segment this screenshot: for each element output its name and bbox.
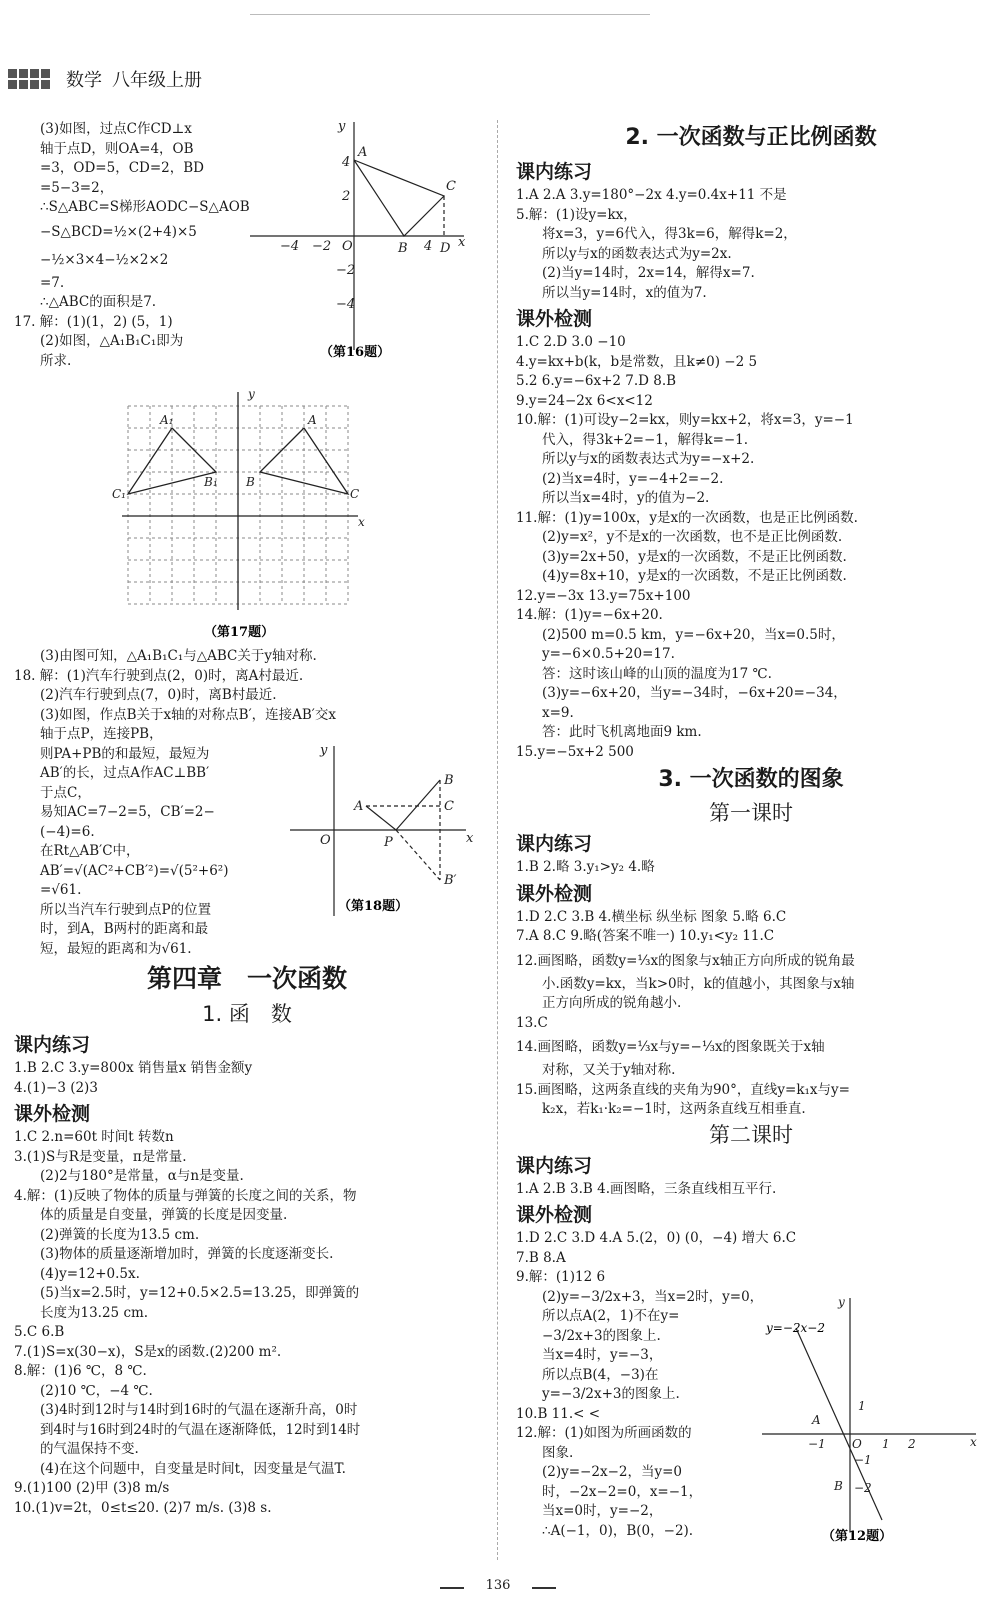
line-label: y=−2x−2 — [766, 1321, 825, 1335]
answer-line: 答：这时该山峰的山顶的温度为17 ℃. — [542, 665, 772, 682]
answer-line: 7.(1)S=x(30−x)，S是x的函数.(2)200 m². — [14, 1343, 282, 1360]
q17-line: 所求. — [40, 352, 72, 369]
svg-text:B: B — [246, 475, 255, 489]
answer-line: (2)10 ℃，−4 ℃. — [40, 1382, 153, 1399]
figure-12 — [762, 1292, 986, 1542]
lesson-title: 第一课时 — [709, 801, 793, 825]
svg-text:P: P — [384, 835, 393, 850]
answer-line: 12.y=−3x 13.y=75x+100 — [516, 587, 691, 604]
svg-text:O: O — [852, 1437, 862, 1451]
answer-line: 12.画图略，函数y=⅓x的图象与x轴正方向所成的锐角最 — [516, 952, 855, 969]
q17-line: 17. 解：(1)(1，2) (5，1) — [14, 313, 173, 330]
q18-line: =√61. — [40, 882, 82, 898]
text-line: (3)如图，过点C作CD⊥x — [40, 121, 192, 137]
text-line: 轴于点D，则OA=4，OB — [40, 140, 194, 157]
svg-text:B₁: B₁ — [204, 475, 218, 489]
answer-line: 9.解：(1)12 6 — [516, 1269, 606, 1285]
answer-line: 当x=4时，y=−3， — [542, 1347, 663, 1363]
svg-text:A: A — [354, 799, 364, 814]
answer-line: 15.y=−5x+2 500 — [516, 743, 634, 760]
answer-line: k₂x，若k₁·k₂=−1时，这两条直线互相垂直. — [542, 1101, 806, 1117]
answer-line: 1.D 2.C 3.D 4.A 5.(2，0) (0，−4) 增大 6.C — [516, 1230, 797, 1246]
answer-line: 5.2 6.y=−6x+2 7.D 8.B — [516, 373, 677, 389]
svg-text:B: B — [398, 241, 408, 256]
svg-text:−2: −2 — [312, 239, 332, 254]
answer-line: 5.解：(1)设y=kx， — [516, 206, 637, 223]
q18-line: 时，到A，B两村的距离和最 — [40, 921, 209, 937]
answer-line: (2)当y=14时，2x=14，解得x=7. — [542, 265, 755, 281]
answer-line: 4.y=kx+b(k，b是常数，且k≠0) −2 5 — [516, 353, 758, 370]
figure-16 — [250, 118, 470, 358]
answer-line: 所以当y=14时，x的值为7. — [542, 284, 707, 301]
q18-line: AB′的长，过点A作AC⊥BB′ — [40, 765, 210, 781]
answer-line: 1.C 2.D 3.0 −10 — [516, 334, 626, 350]
section-heading: 课外检测 — [516, 308, 593, 330]
answer-line: 4.(1)−3 (2)3 — [14, 1079, 98, 1096]
q18-line: 则PA+PB的和最短，最短为 — [40, 745, 210, 762]
text-line: −½×3×4−½×2×2 — [40, 251, 169, 268]
answer-line: 所以当x=4时，y的值为−2. — [542, 490, 710, 506]
svg-text:C: C — [444, 799, 454, 814]
answer-line: (2)y=−3/2x+3，当x=2时，y=0， — [542, 1288, 764, 1305]
answer-line: 10.(1)v=2t，0≤t≤20. (2)7 m/s. (3)8 s. — [14, 1499, 272, 1516]
svg-text:D: D — [440, 241, 451, 256]
section-heading: 课外检测 — [14, 1103, 91, 1125]
answer-line: 1.C 2.n=60t 时间t 转数n — [14, 1129, 174, 1145]
answer-line: 3.(1)S与R是变量，π是常量. — [14, 1148, 187, 1165]
header-subject: 数学 — [66, 70, 102, 91]
answer-line: 所以y与x的函数表达式为y=−x+2. — [542, 451, 755, 467]
page-number: 136 — [462, 1578, 534, 1593]
svg-text:C: C — [350, 487, 360, 501]
svg-text:A: A — [358, 145, 368, 160]
answer-line: 9.(1)100 (2)甲 (3)8 m/s — [14, 1480, 170, 1496]
svg-text:x: x — [358, 515, 365, 529]
column-divider — [497, 120, 498, 1560]
answer-line: 1.A 2.B 3.B 4.画图略，三条直线相互平行. — [516, 1180, 777, 1197]
answer-line: 12.解：(1)如图为所画函数的 — [516, 1425, 692, 1441]
answer-line: 答：此时飞机离地面9 km. — [542, 724, 702, 740]
answer-line: 将x=3，y=6代入，得3k=6，解得k=2， — [542, 226, 797, 242]
section-heading: 课内练习 — [516, 833, 593, 855]
answer-line: (2)弹簧的长度为13.5 cm. — [40, 1226, 200, 1243]
answer-line: 长度为13.25 cm. — [40, 1304, 149, 1321]
answer-line: y=−3/2x+3的图象上. — [542, 1386, 680, 1402]
caption-18: （第18题） — [338, 899, 409, 914]
svg-text:y: y — [248, 387, 255, 401]
q17-part3: (3)由图可知，△A₁B₁C₁与△ABC关于y轴对称. — [40, 648, 317, 664]
header-grade: 八年级上册 — [112, 70, 202, 91]
q18-line: 在Rt△AB′C中， — [40, 843, 140, 859]
answer-line: (2)y=x²，y不是x的一次函数，也不是正比例函数. — [542, 529, 843, 545]
text-line: =3，OD=5，CD=2，BD — [40, 160, 204, 176]
svg-text:y: y — [320, 743, 328, 758]
answer-line: (4)y=8x+10，y是x的一次函数，不是正比例函数. — [542, 568, 847, 584]
svg-text:B: B — [834, 1479, 843, 1493]
svg-text:A: A — [812, 1413, 821, 1427]
svg-text:C: C — [446, 179, 456, 194]
answer-line: 代入，得3k+2=−1，解得k=−1. — [542, 431, 749, 448]
caption-17: （第17题） — [204, 625, 275, 640]
q18-line: 所以当汽车行驶到点P的位置 — [40, 901, 212, 918]
text-line: −S△BCD=½×(2+4)×5 — [40, 223, 197, 240]
answer-line: 7.A 8.C 9.略(答案不唯一) 10.y₁<y₂ 11.C — [516, 928, 775, 944]
answer-line: 4.解：(1)反映了物体的质量与弹簧的长度之间的关系，物 — [14, 1187, 357, 1204]
answer-line: 所以点B(4，−3)在 — [542, 1366, 659, 1383]
section-title: 1. 函 数 — [202, 1002, 292, 1026]
answer-line: (4)y=12+0.5x. — [40, 1265, 140, 1282]
q18-line: (−4)=6. — [40, 823, 95, 840]
svg-text:C₁: C₁ — [112, 487, 126, 501]
svg-text:1: 1 — [858, 1399, 866, 1413]
answer-line: 7.B 8.A — [516, 1249, 566, 1266]
q18-line: (2)汽车行驶到点(7，0)时，离B村最近. — [40, 687, 277, 703]
triangle-abc — [354, 160, 444, 236]
svg-text:x: x — [970, 1435, 977, 1449]
lesson-title: 第二课时 — [709, 1122, 793, 1147]
section-heading: 课外检测 — [516, 882, 593, 905]
answer-line: 1.B 2.C 3.y=800x 销售量x 销售金额y — [14, 1060, 253, 1076]
svg-text:B′: B′ — [444, 873, 457, 888]
text-line: =5−3=2， — [40, 179, 114, 196]
answer-line: (2)当x=4时，y=−4+2=−2. — [542, 470, 724, 487]
text-line: ∴S△ABC=S梯形AODC−S△AOB — [40, 199, 250, 215]
svg-text:−2: −2 — [854, 1481, 872, 1495]
text-line: ∴△ABC的面积是7. — [40, 294, 157, 310]
answer-line: 1.D 2.C 3.B 4.横坐标 纵坐标 图象 5.略 6.C — [516, 908, 787, 925]
q18-line: AB′=√(AC²+CB′²)=√(5²+6²) — [40, 862, 229, 879]
chapter-title: 第四章 一次函数 — [146, 964, 347, 993]
answer-line: y=−6×0.5+20=17. — [542, 646, 675, 662]
section-heading: 课内练习 — [14, 1034, 91, 1056]
answer-line: 15.画图略，这两条直线的夹角为90°，直线y=k₁x与y= — [516, 1081, 850, 1098]
answer-line: 10.解：(1)可设y−2=kx，则y=kx+2，将x=3，y=−1 — [516, 412, 854, 428]
svg-text:−4: −4 — [336, 297, 356, 312]
svg-text:A₁: A₁ — [160, 413, 174, 427]
answer-line: 9.y=24−2x 6<x<12 — [516, 392, 653, 409]
answer-line: 到4时与16时到24时的气温在逐渐降低，12时到14时 — [40, 1421, 361, 1438]
svg-text:−4: −4 — [280, 239, 300, 254]
svg-text:B: B — [444, 773, 454, 788]
answer-line: (2)2与180°是常量，α与n是变量. — [40, 1168, 244, 1184]
svg-text:−1: −1 — [854, 1453, 872, 1467]
q18-line: (3)如图，作点B关于x轴的对称点B′，连接AB′交x — [40, 706, 336, 723]
svg-text:−2: −2 — [336, 263, 356, 278]
caption-12: （第12题） — [822, 1529, 893, 1542]
q18-line: 于点C， — [40, 784, 91, 801]
answer-line: 图象. — [542, 1444, 574, 1461]
page-header — [8, 66, 212, 92]
section-title: 3. 一次函数的图象 — [658, 767, 844, 792]
answer-line: (4)在这个问题中，自变量是时间t，因变量是气温T. — [40, 1460, 346, 1477]
svg-text:O: O — [320, 833, 331, 848]
answer-line: ∴A(−1，0)，B(0，−2). — [542, 1522, 694, 1539]
svg-text:2: 2 — [342, 189, 351, 204]
svg-text:y: y — [838, 1295, 845, 1309]
q17-line: (2)如图，△A₁B₁C₁即为 — [40, 333, 184, 349]
answer-line: 14.解：(1)y=−6x+20. — [516, 607, 663, 623]
answer-line: 10.B 11.< < — [516, 1405, 601, 1422]
answer-line: 所以y与x的函数表达式为y=2x. — [542, 245, 732, 262]
svg-text:4: 4 — [424, 239, 433, 254]
svg-text:1: 1 — [882, 1437, 890, 1451]
svg-text:x: x — [466, 831, 474, 846]
q18-line: 易知AC=7−2=5，CB′=2− — [40, 804, 215, 820]
section-heading: 课内练习 — [516, 161, 593, 183]
top-rule — [250, 14, 650, 15]
answer-line: 对称，又关于y轴对称. — [542, 1062, 676, 1078]
answer-line: 8.解：(1)6 ℃，8 ℃. — [14, 1363, 147, 1379]
svg-text:2: 2 — [908, 1437, 916, 1451]
svg-text:−1: −1 — [808, 1437, 826, 1451]
answer-line: (3)y=2x+50，y是x的一次函数，不是正比例函数. — [542, 548, 847, 565]
answer-line: 小.函数y=kx，当k>0时，k的值越小，其图象与x轴 — [542, 975, 855, 992]
answer-line: 14.画图略，函数y=⅓x与y=−⅓x的图象既关于x轴 — [516, 1039, 825, 1055]
q18-line: 轴于点P，连接PB， — [40, 726, 163, 742]
answer-line: 5.C 6.B — [14, 1324, 65, 1340]
header-squares-icon — [8, 69, 50, 89]
caption-16: （第16题） — [320, 345, 391, 358]
answer-line: −3/2x+3的图象上. — [542, 1327, 661, 1344]
answer-line: 当x=0时，y=−2， — [542, 1503, 663, 1519]
section-title: 2. 一次函数与正比例函数 — [625, 125, 877, 150]
section-heading: 课外检测 — [516, 1204, 593, 1226]
figure-18 — [290, 740, 480, 930]
figure-17 — [108, 386, 378, 646]
answer-line: 11.解：(1)y=100x，y是x的一次函数，也是正比例函数. — [516, 509, 858, 526]
answer-line: 1.B 2.略 3.y₁>y₂ 4.略 — [516, 859, 655, 875]
answer-line: (3)物体的质量逐渐增加时，弹簧的长度逐渐变长. — [40, 1246, 334, 1262]
svg-text:x: x — [458, 235, 466, 250]
answer-line: (5)当x=2.5时，y=12+0.5×2.5=13.25，即弹簧的 — [40, 1285, 360, 1301]
text-line: =7. — [40, 274, 65, 291]
answer-line: (2)y=−2x−2，当y=0 — [542, 1464, 683, 1480]
q16-solution — [14, 120, 260, 313]
svg-text:y: y — [338, 119, 346, 134]
answer-line: 13.C — [516, 1014, 548, 1031]
q18-line: 短，最短的距离和为√61. — [40, 940, 192, 957]
answer-line: x=9. — [542, 704, 574, 721]
answer-line: (3)4时到12时与14时到16时的气温在逐渐升高，0时 — [40, 1402, 358, 1418]
q18-line: 18. 解：(1)汽车行驶到点(2，0)时，离A村最近. — [14, 667, 304, 684]
svg-text:O: O — [342, 239, 353, 254]
answer-line: (2)500 m=0.5 km，y=−6x+20，当x=0.5时， — [542, 626, 845, 643]
answer-line: 体的质量是自变量，弹簧的长度是因变量. — [40, 1207, 288, 1223]
svg-text:4: 4 — [342, 155, 351, 170]
section-heading: 课内练习 — [516, 1154, 593, 1177]
answer-line: 时，−2x−2=0，x=−1， — [542, 1483, 703, 1500]
answer-line: 所以点A(2，1)不在y= — [542, 1308, 680, 1324]
answer-line: 1.A 2.A 3.y=180°−2x 4.y=0.4x+11 不是 — [516, 187, 787, 203]
answer-line: 正方向所成的锐角越小. — [542, 995, 682, 1011]
answer-line: (3)y=−6x+20，当y=−34时，−6x+20=−34， — [542, 685, 847, 701]
answer-line: 的气温保持不变. — [40, 1441, 139, 1457]
svg-text:A: A — [308, 413, 317, 427]
